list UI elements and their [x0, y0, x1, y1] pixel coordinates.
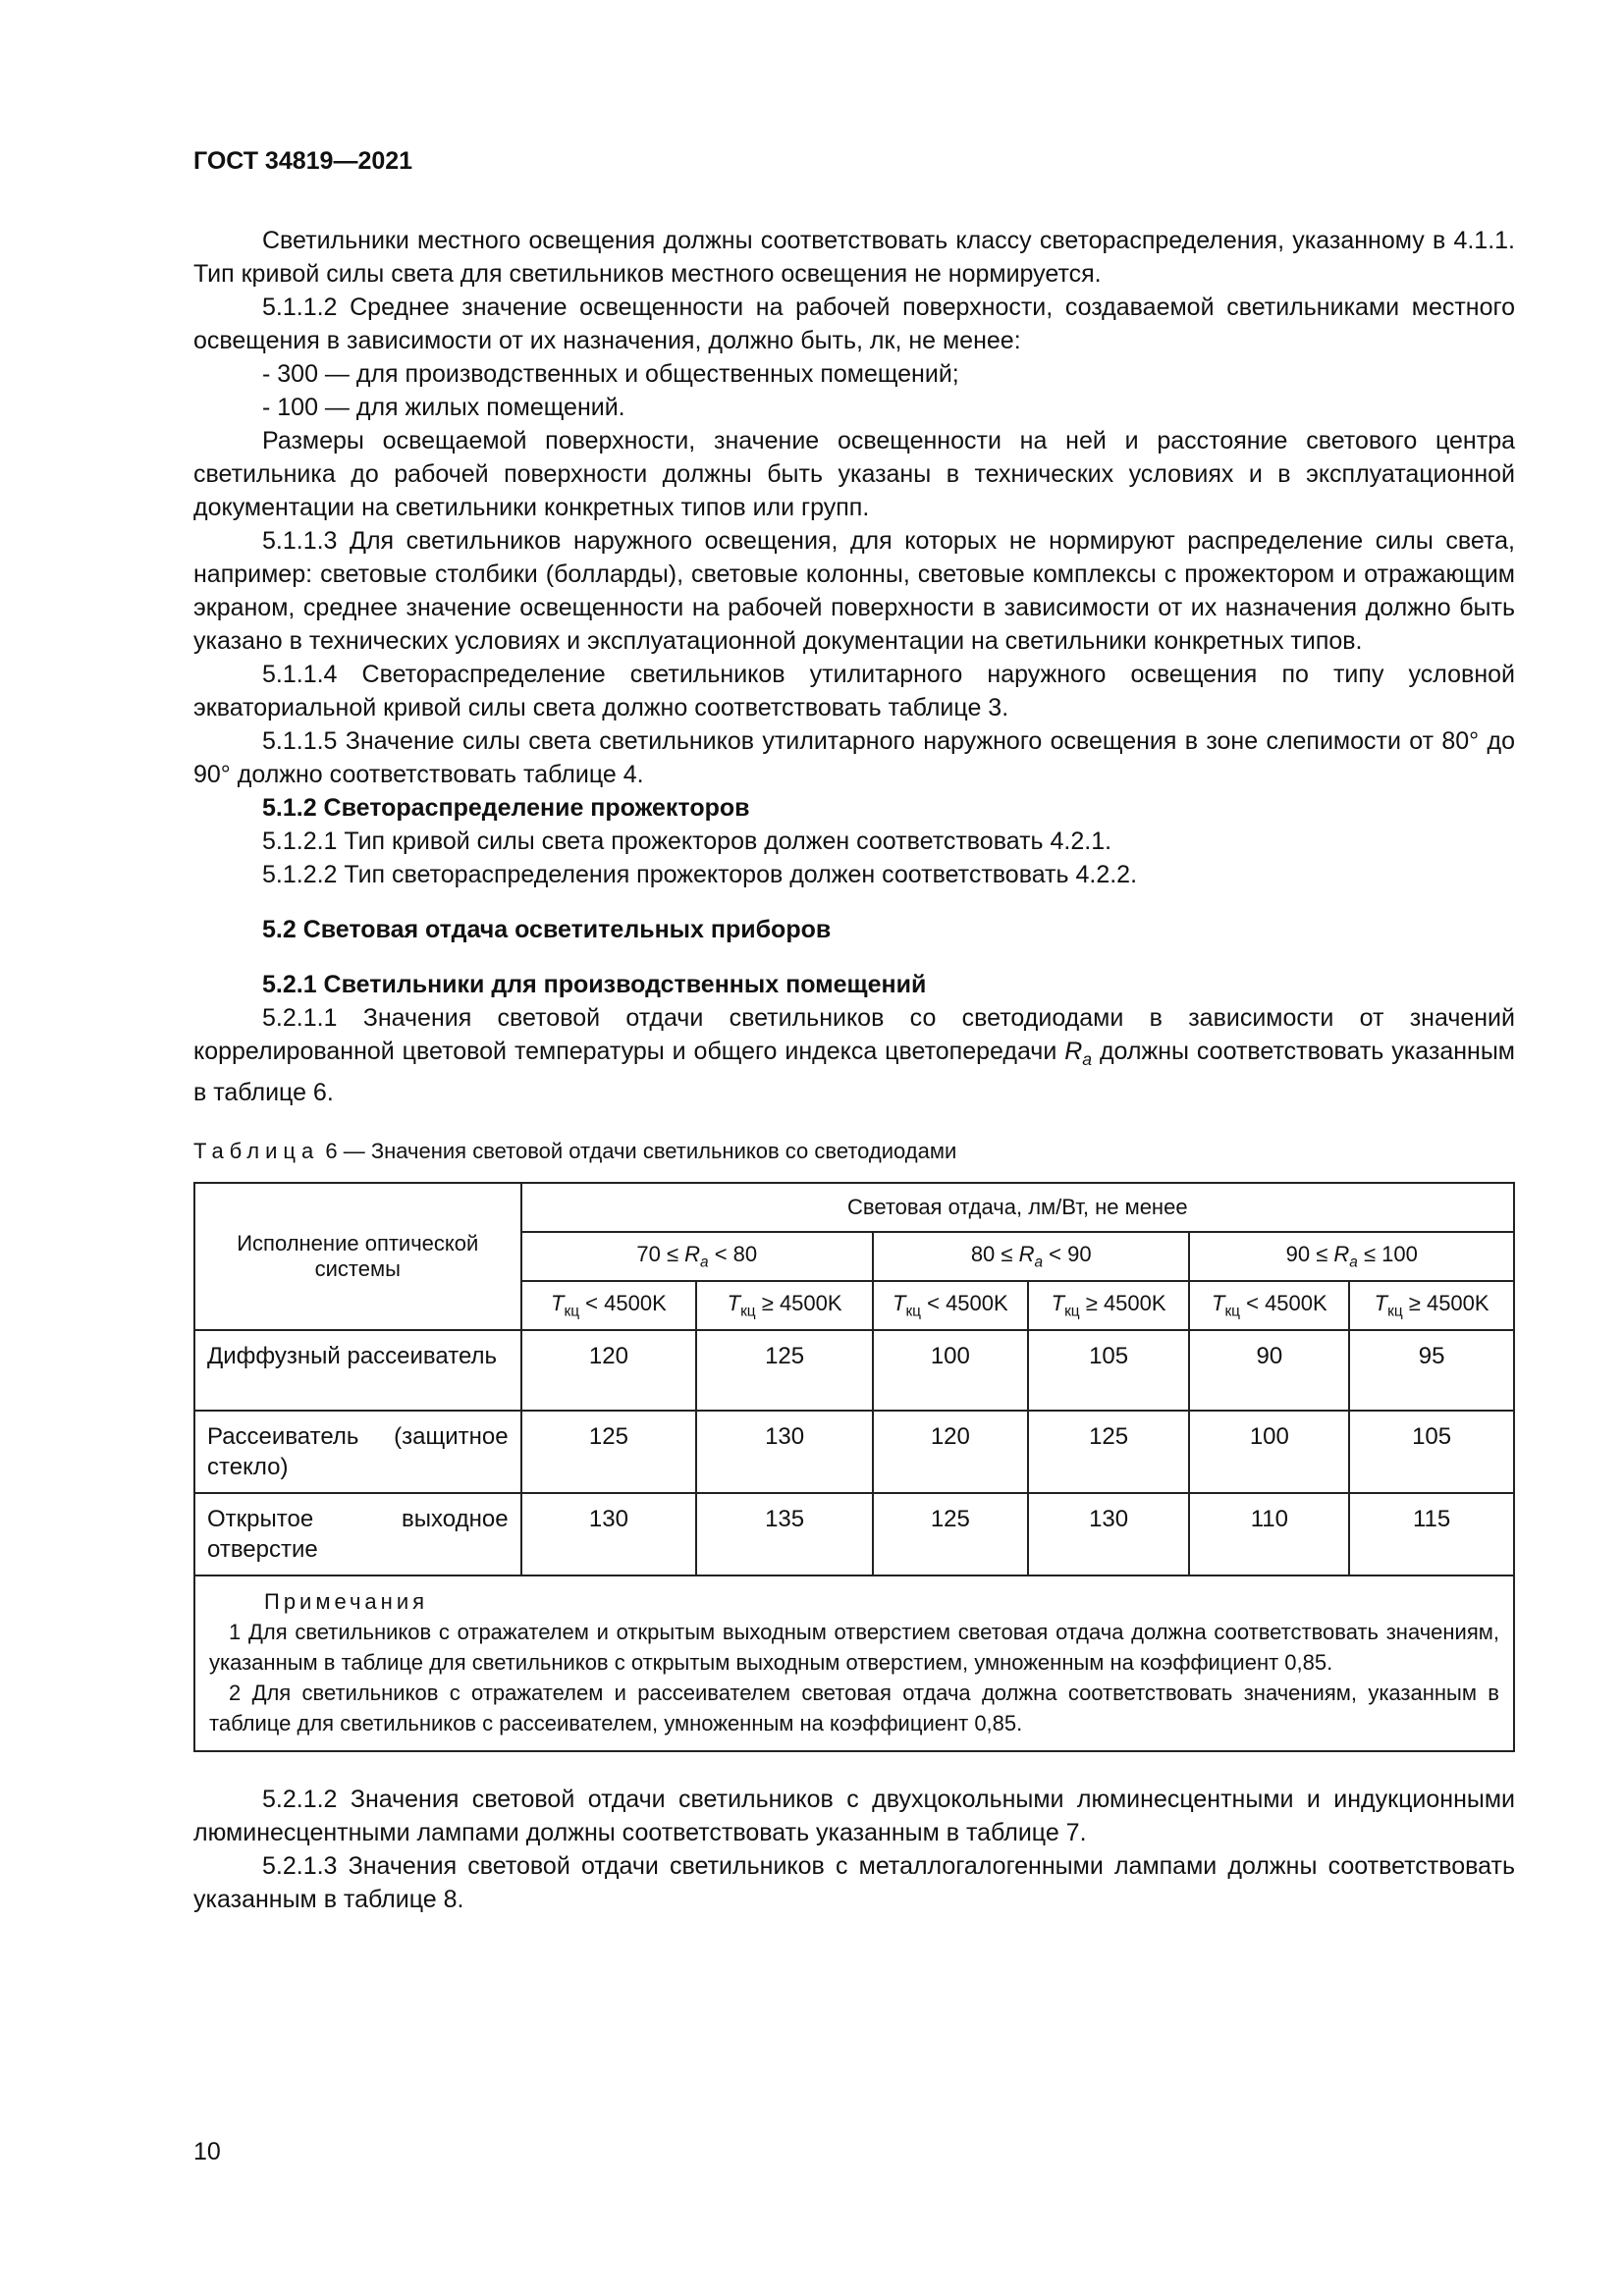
table-row — [194, 1330, 1514, 1411]
table-cell: 120 — [873, 1411, 1028, 1493]
range-header: $80 \le R_a < 90$ — [873, 1232, 1190, 1281]
paragraph: 5.1.2.1 Тип кривой силы света прожекторов должен соответствовать 4.2.1. — [262, 828, 1112, 855]
note-item: 2 Для светильников с отражателем и рассеивателем световая отдача должна соответствовать значениям, указанным в таблице для светильников с рассеивателем, умноженным на коэффициент 0,85. — [209, 1681, 1499, 1735]
list-item: - 100 — для жилых помещений. — [262, 394, 625, 421]
table-cell: 125 — [873, 1493, 1028, 1575]
table-cell: 95 — [1349, 1330, 1514, 1411]
document-header: ГОСТ 34819—2021 — [193, 147, 413, 175]
table-cell: 125 — [521, 1411, 697, 1493]
table-cell: 135 — [696, 1493, 873, 1575]
paragraph: Размеры освещаемой поверхности, значение освещенности на ней и расстояние светового центра светильника до рабочей поверхности должны быть указаны в технических условиях и в эксплуатационной документации на светильники конкретных типов или групп. — [193, 427, 1515, 521]
row-label: Диффузный рассеиватель — [194, 1330, 521, 1411]
temperature-header: $T_{кц} \ge 4500K$ — [696, 1281, 873, 1330]
table-cell: 110 — [1189, 1493, 1349, 1575]
paragraph: 5.1.1.5 Значение силы света светильников утилитарного наружного освещения в зоне слепимости от 80° до 90° должно соответствовать таблице 4. — [193, 727, 1515, 788]
range-header: $70 \le R_a < 80$ — [521, 1232, 873, 1281]
paragraph: 5.2.1.2 Значения световой отдачи светильников с двухцокольными люминесцентными и индукционными люминесцентными лампами должны соответствовать указанным в таблице 7. — [193, 1786, 1515, 1846]
table-row — [194, 1411, 1514, 1493]
body-text-top — [193, 224, 1515, 1109]
table-cell: 130 — [521, 1493, 697, 1575]
page-number: 10 — [193, 2138, 221, 2165]
note-item: 1 Для светильников с отражателем и открытым выходным отверстием световая отдача должна соответствовать значениям, указанным в таблице для светильников с открытым выходным отверстием, умноженным на коэффициент 0,85. — [209, 1620, 1499, 1675]
table-cell: 120 — [521, 1330, 697, 1411]
range-header: $90 \le R_a \le 100$ — [1189, 1232, 1514, 1281]
table-notes — [194, 1575, 1514, 1751]
paragraph: 5.1.1.4 Светораспределение светильников утилитарного наружного освещения по типу условной экваториальной кривой силы света должно соответствовать таблице 3. — [193, 661, 1515, 721]
table-cell: 100 — [1189, 1411, 1349, 1493]
subsection-heading: 5.1.2 Светораспределение прожекторов — [262, 794, 750, 822]
paragraph: Светильники местного освещения должны соответствовать классу светораспределения, указанному в 4.1.1. Тип кривой силы света для светильников местного освещения не нормируется. — [193, 227, 1515, 288]
table-cell: 90 — [1189, 1330, 1349, 1411]
paragraph: 5.1.2.2 Тип светораспределения прожекторов должен соответствовать 4.2.2. — [262, 861, 1138, 888]
paragraph-5-2-1-1: 5.2.1.1 Значения световой отдачи светильников со светодиодами в зависимости от значений коррелированной цветовой температуры и общего индекса цветопередачи $R_a$ должны соответствовать указанным в таблице 6. — [193, 1004, 1515, 1106]
temperature-header: $T_{кц} < 4500K$ — [1189, 1281, 1349, 1330]
table-cell: 100 — [873, 1330, 1028, 1411]
paragraph: 5.1.1.2 Среднее значение освещенности на рабочей поверхности, создаваемой светильниками местного освещения в зависимости от их назначения, должно быть, лк, не менее: — [193, 294, 1515, 354]
luminous-efficacy-table — [193, 1182, 1515, 1752]
group-header: Световая отдача, лм/Вт, не менее — [521, 1183, 1514, 1232]
temperature-header: $T_{кц} < 4500K$ — [521, 1281, 697, 1330]
row-label: Открытое выходное отверстие — [194, 1493, 521, 1575]
temperature-header: $T_{кц} < 4500K$ — [873, 1281, 1028, 1330]
list-item: - 300 — для производственных и общественных помещений; — [262, 360, 959, 388]
table-cell: 105 — [1028, 1330, 1190, 1411]
subsection-heading: 5.2.1 Светильники для производственных помещений — [262, 971, 927, 998]
table-cell: 130 — [696, 1411, 873, 1493]
table-cell: 105 — [1349, 1411, 1514, 1493]
paragraph: 5.2.1.3 Значения световой отдачи светильников с металлогалогенными лампами должны соответствовать указанным в таблице 8. — [193, 1852, 1515, 1913]
temperature-header: $T_{кц} \ge 4500K$ — [1349, 1281, 1514, 1330]
table-cell: 125 — [1028, 1411, 1190, 1493]
table-cell: 130 — [1028, 1493, 1190, 1575]
temperature-header: $T_{кц} \ge 4500K$ — [1028, 1281, 1190, 1330]
table-cell: 125 — [696, 1330, 873, 1411]
body-text-bottom — [193, 1783, 1515, 1916]
paragraph: 5.1.1.3 Для светильников наружного освещения, для которых не нормируют распределение силы света, например: световые столбики (болларды), световые колонны, световые комплексы с прожектором и отражающим экраном, среднее значение освещенности на рабочей поверхности в зависимости от их назначения должно быть указано в технических условиях и эксплуатационной документации на светильники конкретных типов. — [193, 527, 1515, 655]
notes-title: Примечания — [264, 1589, 429, 1614]
column-header-optical-system: Исполнение оптической системы — [194, 1183, 521, 1330]
table-caption: Таблица 6 — Значения световой отдачи светильников со светодиодами — [193, 1139, 957, 1163]
row-label: Рассеиватель (защитное стекло) — [194, 1411, 521, 1493]
table-cell: 115 — [1349, 1493, 1514, 1575]
section-heading: 5.2 Световая отдача осветительных приборов — [262, 916, 832, 943]
table-row — [194, 1493, 1514, 1575]
